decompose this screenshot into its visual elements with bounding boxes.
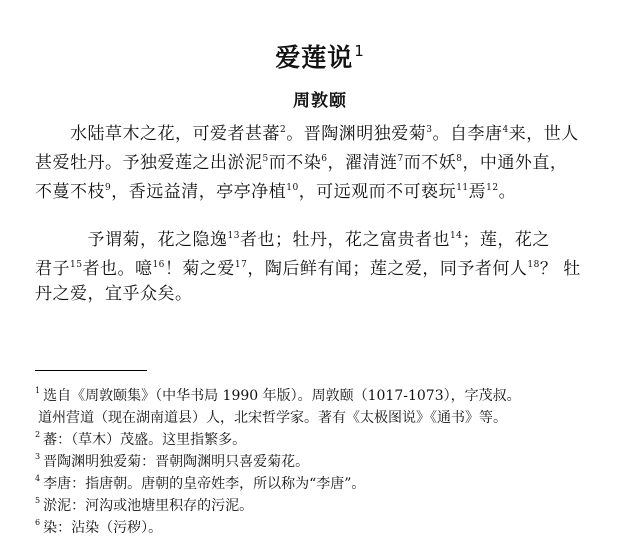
footnote-number: 5: [35, 496, 41, 505]
text-run: ，可远观而不可亵玩: [298, 182, 457, 202]
text-run: 。: [498, 182, 517, 202]
footnote-ref: 17: [234, 260, 248, 270]
footnote-ref: 7: [397, 154, 404, 164]
footnote-ref: 6: [321, 154, 328, 164]
footnote-text: 道州营道（现在湖南道县）人，北宋哲学家。著有《太极图说》《通书》等。: [38, 410, 507, 426]
author-name: 周敦颐: [293, 91, 347, 111]
text-run: ，陶后鲜有闻；莲之爱，同予者何人: [247, 259, 528, 279]
text-run: 而不妖: [403, 153, 457, 173]
footnote-number: 1: [35, 386, 41, 395]
text-run: 丹之爱，宜乎众矣。: [35, 284, 193, 304]
footnote-line: [35, 446, 610, 468]
footnote-ref: 2: [280, 125, 287, 135]
footnote-text: 李唐：指唐朝。唐朝的皇帝姓李，所以称为“李唐”。: [43, 476, 366, 492]
footnote-ref: 8: [456, 154, 463, 164]
text-run: 予谓菊，花之隐逸: [35, 230, 228, 250]
footnote-text: 选自《周敦颐集》（中华书局 1990 年版）。周敦颐（1017-1073），字茂叔。: [43, 388, 521, 404]
footnote-text: 晋陶渊明独爱菊：晋朝陶渊明只喜爱菊花。: [43, 454, 310, 470]
text-run: 君子: [35, 259, 70, 279]
text-run: 。自李唐: [432, 124, 503, 144]
text-run: ；莲，花之: [462, 230, 550, 250]
text-run: ，濯清涟: [327, 153, 398, 173]
text-line: [35, 251, 605, 280]
text-run: 焉: [468, 182, 487, 202]
text-run: 不蔓不枝: [35, 182, 105, 202]
text-run: ？ 牡: [539, 259, 581, 279]
text-line: [35, 116, 605, 145]
footnote-ref: 12: [486, 183, 499, 193]
text-run: ，中通外直，: [462, 153, 568, 173]
text-run: 而不染: [268, 153, 322, 173]
text-run: ，香远益清，亭亭净植: [111, 182, 287, 202]
paragraph-2: [35, 222, 605, 309]
text-run: 。晋陶渊明独爱菊: [286, 124, 427, 144]
title-footnote-ref: 1: [354, 42, 365, 60]
text-line: [35, 222, 605, 251]
footnote-divider: [35, 370, 147, 371]
paragraph-1: [35, 116, 605, 203]
footnote-line: [35, 468, 610, 490]
footnote-ref: 13: [227, 231, 240, 241]
footnote-line: [35, 512, 610, 534]
footnote-number: 2: [35, 430, 41, 439]
text-run: 者也。噫: [82, 259, 153, 279]
footnote-line: [35, 380, 610, 402]
footnote-ref: 14: [449, 231, 463, 241]
footnote-text: 染：沾染（污秽）。: [43, 520, 163, 536]
footnotes: [35, 380, 610, 534]
footnote-ref: 11: [456, 183, 469, 193]
text-run: 来，世人: [508, 124, 579, 144]
title-text: 爱莲说: [275, 43, 354, 72]
footnote-line: [35, 424, 610, 446]
text-line: [35, 174, 605, 203]
footnote-number: 6: [35, 518, 41, 527]
footnote-ref: 3: [426, 125, 433, 135]
text-run: ！菊之爱: [164, 259, 235, 279]
text-line: [35, 145, 605, 174]
footnote-ref: 4: [502, 125, 509, 135]
footnote-text: 淤泥：河沟或池塘里积存的污泥。: [43, 498, 254, 514]
text-run: 甚爱牡丹。予独爱莲之出淤泥: [35, 153, 263, 173]
footnote-number: 4: [35, 474, 41, 483]
footnote-ref: 10: [286, 183, 299, 193]
footnote-ref: 16: [152, 260, 165, 270]
footnote-ref: 15: [70, 260, 83, 270]
text-line: [35, 280, 605, 309]
text-run: 者也；牡丹，花之富贵者也: [239, 230, 450, 250]
footnote-text: 蕃：（草木）茂盛。这里指繁多。: [43, 432, 247, 448]
footnote-line: [35, 402, 610, 424]
footnote-ref: 18: [527, 260, 540, 270]
footnote-ref: 5: [262, 154, 269, 164]
footnote-ref: 9: [105, 183, 112, 193]
page-title: [0, 38, 640, 74]
footnote-line: [35, 490, 610, 512]
footnote-number: 3: [35, 452, 41, 461]
text-run: 水陆草木之花，可爱者甚蕃: [35, 124, 280, 144]
